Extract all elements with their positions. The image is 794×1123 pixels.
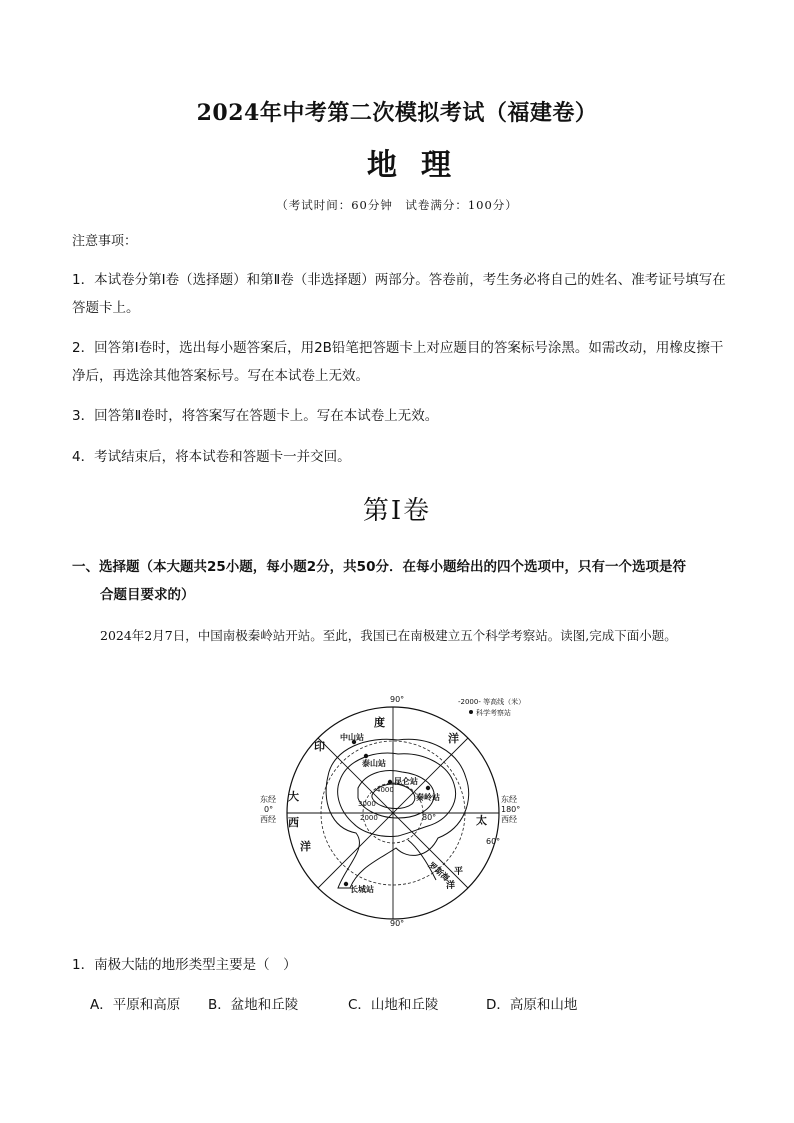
choice-section-heading-line1: 一、选择题（本大题共25小题，每小题2分，共50分．在每小题给出的四个选项中，只有一个选项是符 — [72, 559, 686, 575]
map-lon-right-east: 东经 — [501, 795, 517, 804]
ocean-indian-2: 度 — [374, 716, 385, 729]
contour-label-2000: 2000 — [360, 814, 378, 822]
ocean-pacific-3: 洋 — [446, 881, 456, 891]
question-1-option-c[interactable]: C．山地和丘陵 — [348, 997, 439, 1013]
station-qinling-label: 秦岭站 — [416, 793, 440, 802]
choice-section-heading-line2: 合题目要求的） — [100, 587, 195, 603]
notice-heading: 注意事项： — [72, 234, 138, 249]
station-kunlun-marker — [388, 780, 392, 784]
map-lon-right-west: 西经 — [501, 815, 517, 824]
choice-section-heading — [72, 553, 732, 609]
contour-label-3000: 3000 — [358, 800, 376, 808]
ocean-indian-1: 印 — [314, 740, 325, 753]
notice-item-4: 4．考试结束后，将本试卷和答题卡一并交回。 — [72, 449, 351, 465]
legend-station: 科学考察站 — [476, 709, 511, 717]
ocean-pacific-2: 平 — [454, 867, 464, 877]
map-lon-left-zero: 0° — [264, 805, 274, 814]
antarctica-map — [258, 688, 534, 928]
legend-contour: -2000- 等高线（米） — [458, 698, 526, 706]
map-lon-bottom: 90° — [390, 919, 405, 928]
notice-item-1: 1．本试卷分第Ⅰ卷（选择题）和第Ⅱ卷（非选择题）两部分。答卷前，考生务必将自己的姓名、准考证号填写在答题卡上。 — [72, 272, 726, 316]
map-lon-right-180: 180° — [501, 805, 521, 814]
notice-item-3: 3．回答第Ⅱ卷时，将答案写在答题卡上。写在本试卷上无效。 — [72, 408, 439, 424]
question-intro: 2024年2月7日，中国南极秦岭站开站。至此，我国已在南极建立五个科学考察站。读图,完成下面小题。 — [100, 628, 677, 643]
exam-info: （考试时间：60分钟 试卷满分：100分） — [276, 198, 518, 212]
station-changcheng-marker — [344, 882, 348, 886]
legend-station-marker — [469, 710, 473, 714]
station-kunlun-label: 昆仑站 — [394, 777, 418, 786]
notice-item-2: 2．回答第Ⅰ卷时，选出每小题答案后，用2B铅笔把答题卡上对应题目的答案标号涂黑。如需改动，用橡皮擦干净后，再选涂其他答案标号。写在本试卷上无效。 — [72, 340, 724, 384]
question-1-option-d[interactable]: D．高原和山地 — [486, 997, 578, 1013]
map-lon-left-east: 东经 — [260, 795, 276, 804]
map-lat-label: 60° — [486, 837, 501, 846]
section-title: 第Ⅰ卷 — [362, 496, 432, 526]
station-changcheng-label: 长城站 — [350, 885, 374, 894]
contour-label-4000: 4000 — [376, 786, 394, 794]
station-taishan-label: 泰山站 — [362, 759, 386, 768]
ocean-pacific-1: 太 — [476, 814, 487, 827]
ross-sea-label: 罗斯海 — [426, 860, 451, 883]
ocean-atlantic-1: 大 — [288, 790, 299, 803]
map-lat-inner-label: 80° — [422, 813, 437, 822]
ocean-atlantic-3: 洋 — [300, 840, 311, 853]
question-1-option-a[interactable]: A．平原和高原 — [90, 997, 181, 1013]
subject-title: 地理 — [367, 148, 475, 183]
question-1-stem: 1．南极大陆的地形类型主要是（ ） — [72, 957, 297, 973]
station-zhongshan-label: 中山站 — [340, 733, 364, 742]
question-1-option-b[interactable]: B．盆地和丘陵 — [208, 997, 299, 1013]
ocean-indian-3: 洋 — [448, 732, 459, 745]
station-qinling-marker — [426, 786, 430, 790]
station-taishan-marker — [364, 754, 368, 758]
ocean-atlantic-2: 西 — [288, 816, 299, 829]
map-lon-left-west: 西经 — [260, 815, 276, 824]
map-lon-top: 90° — [390, 695, 405, 704]
exam-title: 2024年中考第二次模拟考试（福建卷） — [196, 100, 598, 126]
